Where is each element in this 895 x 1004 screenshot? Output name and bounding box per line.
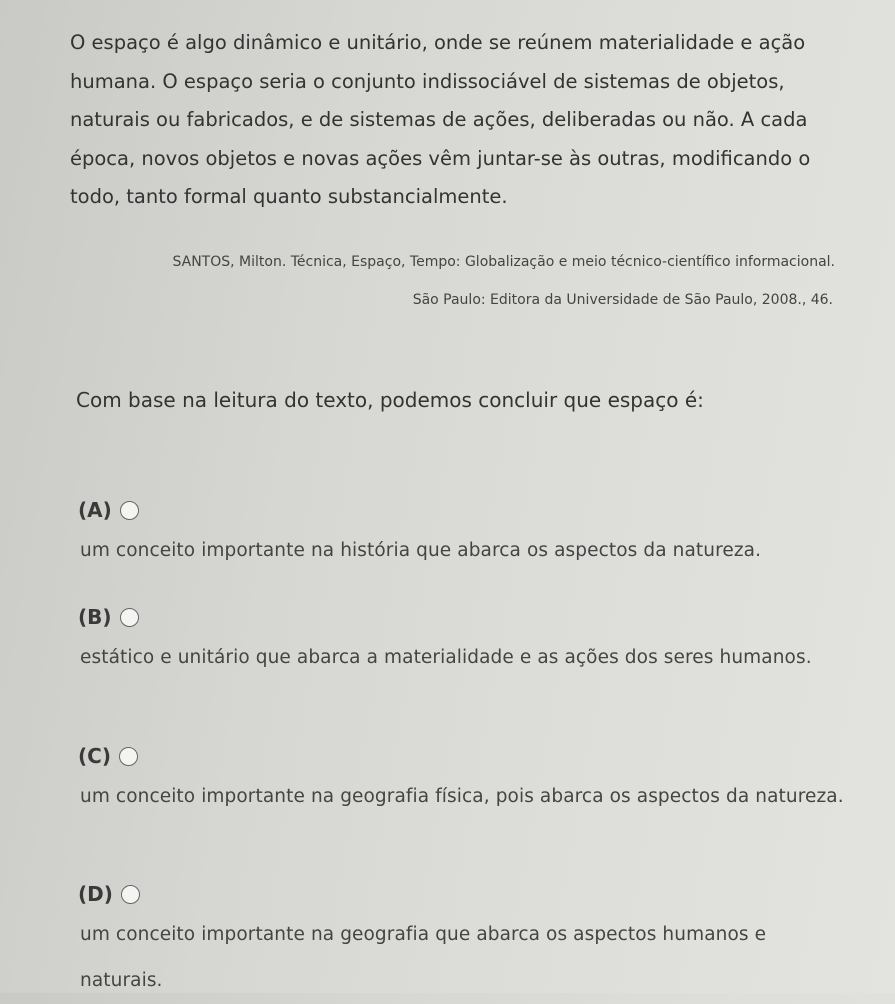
citation-line-2: São Paulo: Editora da Universidade de São Paulo, 2008., 46.	[412, 292, 833, 308]
option-a-text: um conceito importante na história que abarca os aspectos da natureza.	[80, 540, 762, 561]
option-a[interactable]	[78, 498, 848, 574]
option-d-radio[interactable]	[121, 885, 140, 904]
option-b-radio[interactable]	[120, 608, 139, 627]
option-c-text: um conceito importante na geografia física, pois abarca os aspectos da natureza.	[80, 786, 844, 807]
option-b-letter: (B)	[78, 605, 112, 629]
option-b-header	[78, 605, 848, 629]
option-c-radio[interactable]	[119, 747, 138, 766]
passage-text: O espaço é algo dinâmico e unitário, onde se reúnem materialidade e ação humana. O espaço seria o conjunto indissociável de sistemas de objetos, naturais ou fabricados, e de sistemas de ações, deliberadas ou não. A cada época, novos objetos e novas ações vêm juntar-se às outras, modificando o todo, tanto formal quanto substancialmente.	[70, 31, 811, 208]
option-b[interactable]	[78, 605, 848, 681]
option-a-radio[interactable]	[120, 501, 139, 520]
option-c[interactable]	[78, 744, 848, 820]
option-a-header	[78, 498, 848, 522]
option-c-letter: (C)	[78, 744, 111, 768]
citation-line-1: SANTOS, Milton. Técnica, Espaço, Tempo: Globalização e meio técnico-científico informacional.	[172, 254, 835, 270]
option-d-text: um conceito importante na geografia que abarca os aspectos humanos e naturais.	[80, 924, 767, 991]
option-a-letter: (A)	[78, 498, 112, 522]
option-d-header	[78, 882, 848, 906]
option-d-letter: (D)	[78, 882, 113, 906]
question-prompt: Com base na leitura do texto, podemos concluir que espaço é:	[76, 388, 704, 412]
option-b-text: estático e unitário que abarca a materialidade e as ações dos seres humanos.	[80, 647, 812, 668]
option-c-header	[78, 744, 848, 768]
option-d[interactable]	[78, 882, 848, 1004]
